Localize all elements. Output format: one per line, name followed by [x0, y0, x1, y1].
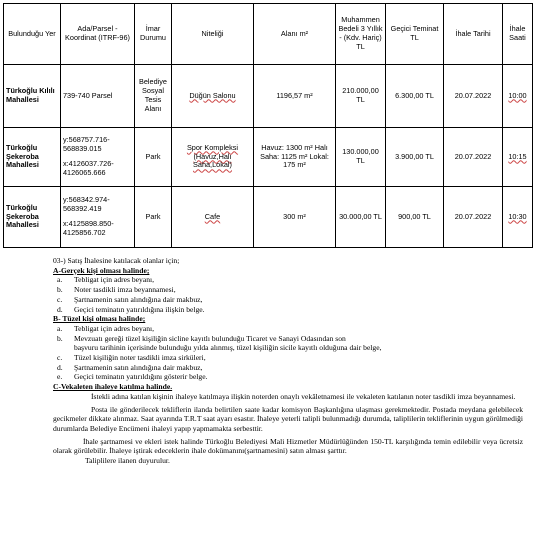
deposit-cell: 900,00 TL — [386, 187, 444, 248]
closing-line: Taliplilere ilanen duyurulur. — [85, 456, 170, 466]
list-marker: a. — [57, 275, 63, 285]
table-row — [4, 128, 533, 187]
table-row — [4, 65, 533, 128]
list-marker: a. — [57, 323, 63, 333]
quality-cell — [172, 65, 254, 128]
list-text: Tüzel kişiliğin noter tasdikli imza sirküleri, — [74, 353, 206, 363]
time-text: 10:00 — [508, 90, 527, 100]
list-marker: b. — [57, 333, 63, 343]
list-item — [53, 285, 523, 295]
list-text: Mevzuatı gereği tüzel kişiliğin sicline kayıtlı bulunduğu Ticaret ve Sanayi Odasından son — [74, 333, 346, 343]
zoning-cell: Park — [135, 128, 172, 187]
header-cell: İmar Durumu — [135, 4, 172, 65]
location-cell: Türkoğlu Şekeroba Mahallesi — [4, 187, 61, 248]
header-cell: İhale Tarihi — [444, 4, 503, 65]
table-header-row — [4, 4, 533, 65]
list-marker: b. — [57, 285, 63, 295]
list-text: Geçici teminatın yatırıldığını gösterir belge. — [74, 372, 208, 382]
price-cell: 30.000,00 TL — [336, 187, 386, 248]
header-cell: Alanı m² — [254, 4, 336, 65]
mail-paragraph: Posta ile gönderilecek tekliflerin ilanda belirtilen saate kadar komisyon Başkanlığına ulaşması gerekmektedir. Postada meydana gelebilecek gecikmeler dikkate alınmaz. Saat ayarında T.R.T saat ayarı esastır. İhaleye yeterli talipli bulunmadığı durumda, taliplilerin tekliflerinin uygun görülmediği durumlarda Belediye Encümeni ihaleyi yapıp yapmamakta serbesttir. — [53, 404, 523, 433]
time-text: 10:30 — [508, 211, 527, 221]
zoning-cell: Belediye Sosyal Tesis Alanı — [135, 65, 172, 128]
list-text: Tebligat için adres beyanı, — [74, 323, 155, 333]
list-marker: d. — [57, 304, 63, 314]
intro-line: 03-) Satış İhalesine katılacak olanlar için; — [53, 256, 180, 265]
list-text: Tebligat için adres beyanı, — [74, 275, 155, 285]
conditions-text — [53, 256, 523, 466]
deposit-cell: 6.300,00 TL — [386, 65, 444, 128]
list-item-continuation — [53, 343, 523, 353]
coordinate-x: x:4125898.850-4125856.702 — [63, 219, 114, 237]
time-cell — [503, 65, 533, 128]
list-item — [53, 324, 523, 334]
list-item — [53, 295, 523, 305]
area-cell — [254, 65, 336, 128]
list-item — [53, 334, 523, 344]
quality-text: Spor Kompleksi (Havuz,Halı Saha,Lokal) — [186, 142, 239, 170]
coordinate-x: x:4126037.726-4126065.666 — [63, 159, 114, 177]
area-cell — [254, 128, 336, 187]
area-text: 300 m² — [283, 211, 306, 221]
list-item — [53, 305, 523, 315]
list-item — [53, 372, 523, 382]
price-cell: 210.000,00 TL — [336, 65, 386, 128]
area-text: 1196,57 m² — [276, 90, 313, 100]
list-marker: c. — [57, 294, 63, 304]
list-text: Noter tasdikli imza beyannamesi, — [74, 285, 176, 295]
list-item — [53, 363, 523, 373]
quality-cell — [172, 128, 254, 187]
list-text: başvuru tarihinin içerisinde bulunduğu yılda alınmış, tüzel kişiliğin sicile kayıtlı olduğuna dair belge, — [74, 343, 382, 353]
header-cell: Bulunduğu Yer — [4, 4, 61, 65]
header-cell: Niteliği — [172, 4, 254, 65]
quality-text: Cafe — [204, 211, 221, 221]
list-item — [53, 353, 523, 363]
date-cell: 20.07.2022 — [444, 65, 503, 128]
list-text: Şartnamenin satın alındığına dair makbuz, — [74, 294, 203, 304]
tender-table — [3, 3, 533, 248]
coordinate-cell — [61, 187, 135, 248]
time-cell — [503, 187, 533, 248]
list-marker: c. — [57, 353, 63, 363]
coordinate-cell — [61, 128, 135, 187]
list-text: Şartnamenin satın alındığına dair makbuz, — [74, 362, 203, 372]
list-marker: d. — [57, 362, 63, 372]
list-marker: e. — [57, 372, 63, 382]
specification-paragraph: İhale şartnamesi ve ekleri istek halinde Türkoğlu Belediyesi Mali Hizmetler Müdürlüğünden 150-TL karşılığında temin edilebilir veya ücretsiz olarak görülebilir. İhaleye iştirak edeceklerin ihale dokümanını(şartnamesini) satın alması şarttır. — [53, 436, 523, 456]
area-cell — [254, 187, 336, 248]
header-cell: Muhammen Bedeli 3 Yıllık - (Kdv. Hariç) TL — [336, 4, 386, 65]
coordinate-y: y:568342.974-568392.419 — [63, 195, 110, 214]
parcel-cell — [61, 65, 135, 128]
quality-cell — [172, 187, 254, 248]
header-cell: İhale Saati — [503, 4, 533, 65]
header-cell: Ada/Parsel - Koordinat (ITRF-96) — [61, 4, 135, 65]
time-cell — [503, 128, 533, 187]
area-line: Havuz: 1300 m² — [261, 142, 313, 152]
deposit-cell: 3.900,00 TL — [386, 128, 444, 187]
location-cell: Türkoğlu Şekeroba Mahallesi — [4, 128, 61, 187]
header-cell: Geçici Teminat TL — [386, 4, 444, 65]
date-cell: 20.07.2022 — [444, 187, 503, 248]
section-b-heading: B- Tüzel kişi olması halinde; — [53, 314, 146, 324]
area-line: Lokal: 175 m² — [283, 151, 329, 170]
quality-text: Düğün Salonu — [189, 90, 236, 100]
date-cell: 20.07.2022 — [444, 128, 503, 187]
list-item — [53, 275, 523, 285]
list-text: Geçici teminatın yatırıldığına ilişkin belge. — [74, 304, 205, 314]
section-c-heading: C-Vekaleten ihaleye katılma halinde. — [53, 382, 173, 392]
time-text: 10:15 — [508, 151, 527, 161]
price-cell: 130.000,00 TL — [336, 128, 386, 187]
proxy-paragraph: İstekli adına katılan kişinin ihaleye katılmaya ilişkin noterden onaylı vekâletnamesi ile vekaleten katılanın noter tasdikli imza beyannamesi. — [91, 391, 516, 401]
location-cell: Türkoğlu Kılılı Mahallesi — [4, 65, 61, 128]
area-line: Halı Saha: 1125 m² — [260, 142, 328, 161]
zoning-cell: Park — [135, 187, 172, 248]
coordinate-y: y:568757.716-568839.015 — [63, 135, 110, 154]
section-a-heading: A-Gerçek kişi olması halinde; — [53, 265, 150, 275]
parcel-text: 739-740 Parsel — [63, 90, 113, 100]
table-row — [4, 187, 533, 248]
